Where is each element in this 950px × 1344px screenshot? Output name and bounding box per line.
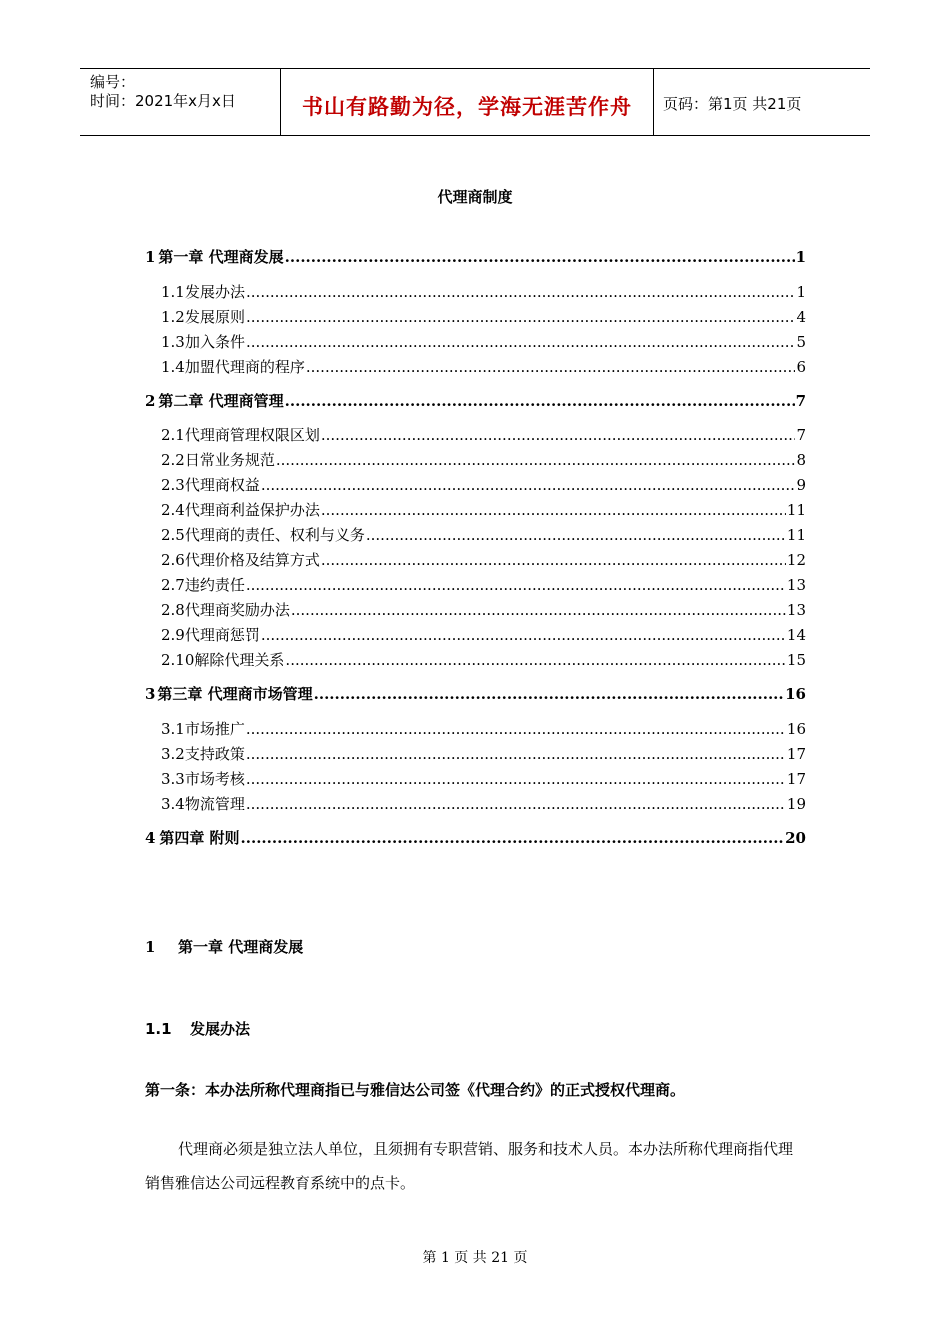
toc-entry-number: 2.10 xyxy=(161,651,195,669)
toc-section-entry[interactable] xyxy=(161,424,806,445)
toc-entry-number: 2.2 xyxy=(161,451,185,469)
toc-entry-number: 3.3 xyxy=(161,770,185,788)
document-title: 代理商制度 xyxy=(437,188,513,206)
header-code-label: 编号： xyxy=(90,73,136,91)
toc-entry-title: 第四章 附则 xyxy=(159,829,240,847)
chapter-heading-title: 第一章 代理商发展 xyxy=(178,938,304,956)
toc-section-entry[interactable] xyxy=(161,793,806,814)
toc-entry-page: 6 xyxy=(796,358,806,376)
toc-section-entry[interactable] xyxy=(161,718,806,739)
toc-chapter-entry[interactable] xyxy=(145,390,806,411)
toc-entry-title: 市场推广 xyxy=(184,720,245,738)
toc-section-entry[interactable] xyxy=(161,356,806,377)
toc-chapter-entry[interactable] xyxy=(145,246,806,267)
toc-entry-number: 2.9 xyxy=(161,626,185,644)
toc-dot-leader xyxy=(291,601,786,619)
toc-entry-page: 11 xyxy=(786,526,806,544)
toc-entry-page: 20 xyxy=(785,829,806,847)
toc-entry-page: 1 xyxy=(796,283,806,301)
toc-section-entry[interactable] xyxy=(161,743,806,764)
toc-entry-title: 第一章 代理商发展 xyxy=(158,248,284,266)
toc-dot-leader xyxy=(261,476,796,494)
page-header xyxy=(80,68,870,136)
toc-entry-number: 3.1 xyxy=(161,720,185,738)
toc-entry-title: 代理价格及结算方式 xyxy=(184,551,320,569)
toc-dot-leader xyxy=(321,426,796,444)
toc-entry-number: 2.5 xyxy=(161,526,185,544)
toc-entry-number: 4 xyxy=(145,829,156,847)
toc-entry-page: 8 xyxy=(796,451,806,469)
toc-entry-title: 市场考核 xyxy=(184,770,245,788)
toc-entry-page: 4 xyxy=(796,308,806,326)
toc-entry-number: 3 xyxy=(145,685,156,703)
toc-dot-leader xyxy=(246,283,795,301)
toc-entry-page: 16 xyxy=(786,720,806,738)
section-heading xyxy=(145,1018,250,1039)
toc-dot-leader xyxy=(241,829,785,847)
toc-entry-page: 13 xyxy=(786,601,806,619)
toc-section-entry[interactable] xyxy=(161,549,806,570)
toc-entry-number: 3.4 xyxy=(161,795,185,813)
toc-dot-leader xyxy=(246,720,786,738)
toc-entry-page: 7 xyxy=(796,426,806,444)
chapter-heading xyxy=(145,936,303,957)
toc-section-entry[interactable] xyxy=(161,768,806,789)
toc-entry-page: 19 xyxy=(786,795,806,813)
toc-entry-page: 13 xyxy=(786,576,806,594)
toc-entry-title: 代理商管理权限区划 xyxy=(184,426,320,444)
toc-section-entry[interactable] xyxy=(161,474,806,495)
toc-entry-number: 1 xyxy=(145,248,156,266)
toc-entry-title: 支持政策 xyxy=(184,745,245,763)
toc-dot-leader xyxy=(321,551,786,569)
toc-entry-title: 代理商的责任、权利与义务 xyxy=(184,526,365,544)
header-page-cell xyxy=(654,69,870,135)
toc-entry-number: 1.4 xyxy=(161,358,185,376)
toc-dot-leader xyxy=(285,392,795,410)
toc-section-entry[interactable] xyxy=(161,449,806,470)
toc-entry-title: 物流管理 xyxy=(184,795,245,813)
toc-entry-number: 2.1 xyxy=(161,426,185,444)
toc-entry-number: 1.1 xyxy=(161,283,185,301)
toc-entry-title: 代理商奖励办法 xyxy=(184,601,290,619)
toc-section-entry[interactable] xyxy=(161,281,806,302)
section-heading-number: 1.1 xyxy=(145,1020,172,1038)
toc-dot-leader xyxy=(276,451,796,469)
toc-entry-page: 11 xyxy=(786,501,806,519)
toc-section-entry[interactable] xyxy=(161,624,806,645)
toc-dot-leader xyxy=(314,685,785,703)
toc-entry-page: 12 xyxy=(786,551,806,569)
toc-entry-title: 违约责任 xyxy=(184,576,245,594)
header-page-info: 页码：第1页 共21页 xyxy=(663,95,802,113)
toc-entry-page: 14 xyxy=(786,626,806,644)
toc-dot-leader xyxy=(246,745,786,763)
toc-entry-number: 2.7 xyxy=(161,576,185,594)
toc-entry-number: 2.8 xyxy=(161,601,185,619)
toc-entry-number: 1.2 xyxy=(161,308,185,326)
body-paragraph: 代理商必须是独立法人单位，且须拥有专职营销、服务和技术人员。本办法所称代理商指代理销售雅信达公司远程教育系统中的点卡。 xyxy=(145,1140,794,1192)
header-motto-cell xyxy=(281,69,654,135)
toc-dot-leader xyxy=(246,308,795,326)
toc-entry-page: 9 xyxy=(796,476,806,494)
toc-entry-page: 17 xyxy=(786,770,806,788)
toc-chapter-entry[interactable] xyxy=(145,827,806,848)
toc-entry-title: 日常业务规范 xyxy=(184,451,275,469)
toc-entry-number: 2.6 xyxy=(161,551,185,569)
toc-dot-leader xyxy=(285,651,785,669)
toc-entry-page: 1 xyxy=(795,248,806,266)
toc-entry-title: 加盟代理商的程序 xyxy=(184,358,305,376)
toc-entry-title: 第三章 代理商市场管理 xyxy=(157,685,313,703)
toc-section-entry[interactable] xyxy=(161,524,806,545)
toc-entry-title: 发展原则 xyxy=(185,308,246,326)
toc-entry-number: 3.2 xyxy=(161,745,185,763)
toc-chapter-entry[interactable] xyxy=(145,683,806,704)
toc-dot-leader xyxy=(306,358,796,376)
article-heading: 第一条：本办法所称代理商指已与雅信达公司签《代理合约》的正式授权代理商。 xyxy=(145,1081,686,1099)
page-footer: 第 1 页 共 21 页 xyxy=(422,1250,528,1266)
toc-dot-leader xyxy=(285,248,795,266)
toc-dot-leader xyxy=(261,626,786,644)
toc-entry-title: 发展办法 xyxy=(185,283,246,301)
toc-section-entry[interactable] xyxy=(161,649,806,670)
toc-dot-leader xyxy=(246,795,786,813)
header-left-cell xyxy=(80,69,281,135)
toc-entry-title: 代理商利益保护办法 xyxy=(184,501,320,519)
toc-section-entry[interactable] xyxy=(161,599,806,620)
toc-entry-page: 7 xyxy=(795,392,806,410)
section-heading-title: 发展办法 xyxy=(190,1020,251,1038)
toc-dot-leader xyxy=(246,770,786,788)
toc-entry-title: 代理商权益 xyxy=(184,476,260,494)
toc-section-entry[interactable] xyxy=(161,499,806,520)
toc-section-entry[interactable] xyxy=(161,306,806,327)
toc-entry-page: 5 xyxy=(796,333,806,351)
toc-entry-number: 2 xyxy=(145,392,156,410)
header-motto: 书山有路勤为径，学海无涯苦作舟 xyxy=(302,95,632,119)
toc-entry-number: 2.4 xyxy=(161,501,185,519)
toc-entry-page: 15 xyxy=(786,651,806,669)
toc-entry-title: 加入条件 xyxy=(185,333,246,351)
toc-section-entry[interactable] xyxy=(161,574,806,595)
toc-dot-leader xyxy=(366,526,786,544)
toc-entry-title: 第二章 代理商管理 xyxy=(158,392,284,410)
toc-dot-leader xyxy=(246,333,795,351)
toc-entry-number: 1.3 xyxy=(161,333,185,351)
toc-entry-title: 代理商惩罚 xyxy=(184,626,260,644)
toc-entry-number: 2.3 xyxy=(161,476,185,494)
chapter-heading-number: 1 xyxy=(145,938,156,956)
toc-dot-leader xyxy=(246,576,786,594)
toc-section-entry[interactable] xyxy=(161,331,806,352)
header-time-label: 时间：2021年x月x日 xyxy=(90,92,236,110)
toc-entry-page: 16 xyxy=(785,685,806,703)
toc-entry-page: 17 xyxy=(786,745,806,763)
toc-entry-title: 解除代理关系 xyxy=(194,651,285,669)
toc-dot-leader xyxy=(321,501,786,519)
